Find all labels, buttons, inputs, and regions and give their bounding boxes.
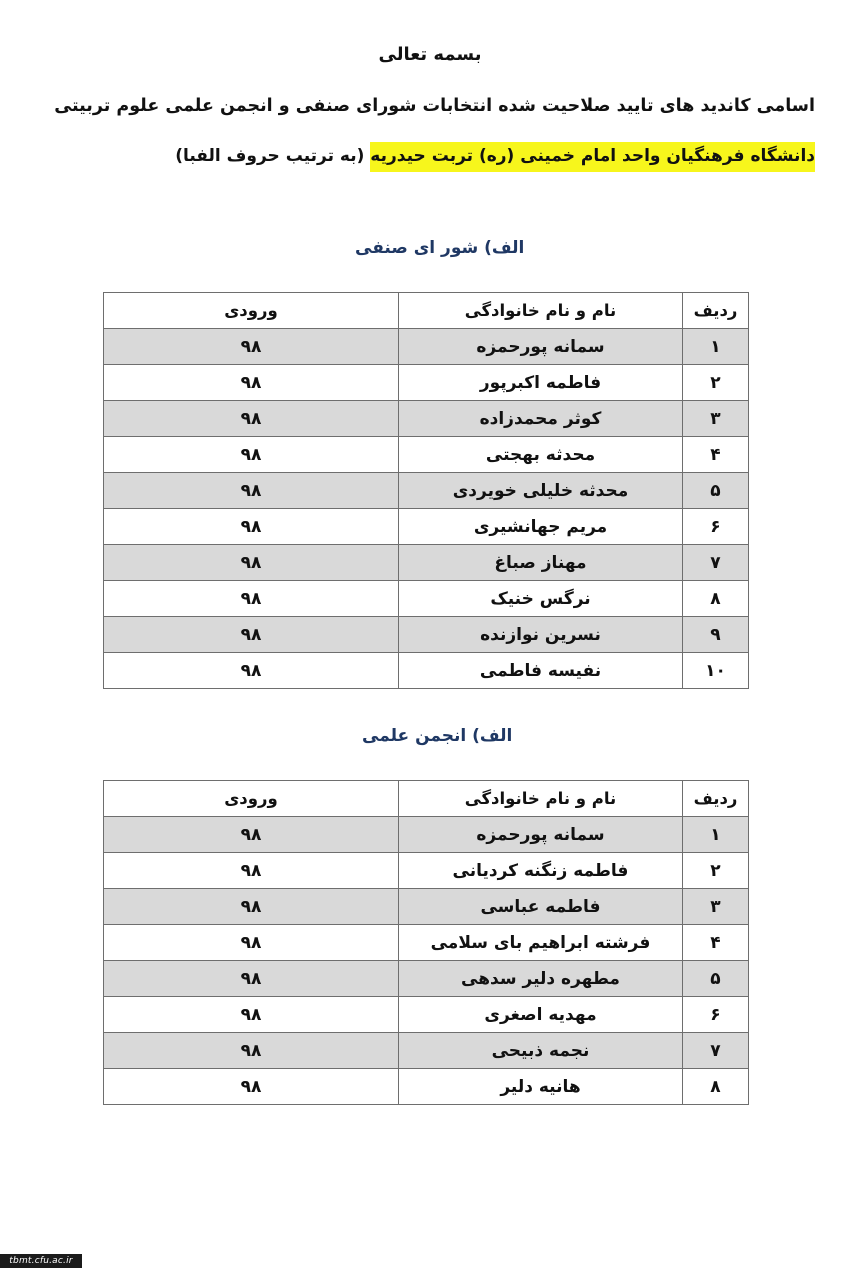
row-index: ۷ [683, 545, 749, 581]
row-entry: ۹۸ [104, 1033, 399, 1069]
row-name: مهناز صباغ [399, 545, 683, 581]
table-row [104, 1033, 749, 1069]
row-name: محدثه بهجتی [399, 437, 683, 473]
row-index: ۸ [683, 581, 749, 617]
sort-order-note: (به ترتیب حروف الفبا) [175, 146, 365, 166]
table-row [104, 365, 749, 401]
row-entry: ۹۸ [104, 473, 399, 509]
row-index: ۲ [683, 853, 749, 889]
row-entry: ۹۸ [104, 961, 399, 997]
row-entry: ۹۸ [104, 401, 399, 437]
table-header-row [104, 293, 749, 329]
table-row [104, 581, 749, 617]
row-name: سمانه پورحمزه [399, 817, 683, 853]
column-header-name: نام و نام خانوادگی [399, 781, 683, 817]
row-entry: ۹۸ [104, 997, 399, 1033]
table-row [104, 509, 749, 545]
table-row [104, 961, 749, 997]
row-entry: ۹۸ [104, 817, 399, 853]
row-entry: ۹۸ [104, 853, 399, 889]
row-entry: ۹۸ [104, 653, 399, 689]
site-watermark: tbmt.cfu.ac.ir [0, 1254, 82, 1268]
row-index: ۸ [683, 1069, 749, 1105]
row-index: ۶ [683, 997, 749, 1033]
row-name: فرشته ابراهیم بای سلامی [399, 925, 683, 961]
row-entry: ۹۸ [104, 581, 399, 617]
row-entry: ۹۸ [104, 1069, 399, 1105]
table-row [104, 617, 749, 653]
row-index: ۳ [683, 889, 749, 925]
row-entry: ۹۸ [104, 365, 399, 401]
row-index: ۶ [683, 509, 749, 545]
row-name: هانیه دلیر [399, 1069, 683, 1105]
row-index: ۷ [683, 1033, 749, 1069]
row-name: نفیسه فاطمی [399, 653, 683, 689]
row-index: ۵ [683, 961, 749, 997]
row-index: ۴ [683, 925, 749, 961]
table-row [104, 545, 749, 581]
row-entry: ۹۸ [104, 889, 399, 925]
table-row [104, 1069, 749, 1105]
highlighted-university-name: دانشگاه فرهنگیان واحد امام خمینی (ره) تربت حیدریه [370, 142, 815, 172]
row-name: نرگس خنیک [399, 581, 683, 617]
row-name: کوثر محمدزاده [399, 401, 683, 437]
row-entry: ۹۸ [104, 925, 399, 961]
column-header-name: نام و نام خانوادگی [399, 293, 683, 329]
section-title-scientific-association: الف) انجمن علمی [362, 726, 513, 746]
column-header-index: ردیف [683, 781, 749, 817]
row-entry: ۹۸ [104, 617, 399, 653]
column-header-entry: ورودی [104, 781, 399, 817]
table-row [104, 329, 749, 365]
table-row [104, 473, 749, 509]
column-header-entry: ورودی [104, 293, 399, 329]
section-title-guild-council: الف) شور ای صنفی [355, 238, 525, 258]
row-entry: ۹۸ [104, 545, 399, 581]
row-name: محدثه خلیلی خویردی [399, 473, 683, 509]
row-name: فاطمه اکبرپور [399, 365, 683, 401]
row-index: ۱۰ [683, 653, 749, 689]
basmala-heading: بسمه تعالی [378, 44, 482, 65]
scientific-association-table [103, 780, 749, 1105]
row-name: فاطمه زنگنه کردیانی [399, 853, 683, 889]
row-name: مریم جهانشیری [399, 509, 683, 545]
table-row [104, 437, 749, 473]
table-row [104, 889, 749, 925]
row-name: مطهره دلیر سدهی [399, 961, 683, 997]
row-name: سمانه پورحمزه [399, 329, 683, 365]
table-header-row [104, 781, 749, 817]
row-index: ۱ [683, 817, 749, 853]
row-index: ۲ [683, 365, 749, 401]
page-subtitle [175, 146, 815, 166]
row-name: مهدیه اصغری [399, 997, 683, 1033]
row-name: نجمه ذبیحی [399, 1033, 683, 1069]
table-row [104, 653, 749, 689]
table-row [104, 853, 749, 889]
row-index: ۹ [683, 617, 749, 653]
row-index: ۵ [683, 473, 749, 509]
row-index: ۱ [683, 329, 749, 365]
table-row [104, 997, 749, 1033]
row-entry: ۹۸ [104, 437, 399, 473]
page-title: اسامی کاندید های تایید صلاحیت شده انتخابات شورای صنفی و انجمن علمی علوم تربیتی [54, 96, 815, 116]
column-header-index: ردیف [683, 293, 749, 329]
guild-council-table [103, 292, 749, 689]
table-row [104, 925, 749, 961]
row-name: فاطمه عباسی [399, 889, 683, 925]
row-index: ۳ [683, 401, 749, 437]
table-row [104, 401, 749, 437]
row-index: ۴ [683, 437, 749, 473]
row-entry: ۹۸ [104, 329, 399, 365]
table-row [104, 817, 749, 853]
row-entry: ۹۸ [104, 509, 399, 545]
row-name: نسرین نوازنده [399, 617, 683, 653]
